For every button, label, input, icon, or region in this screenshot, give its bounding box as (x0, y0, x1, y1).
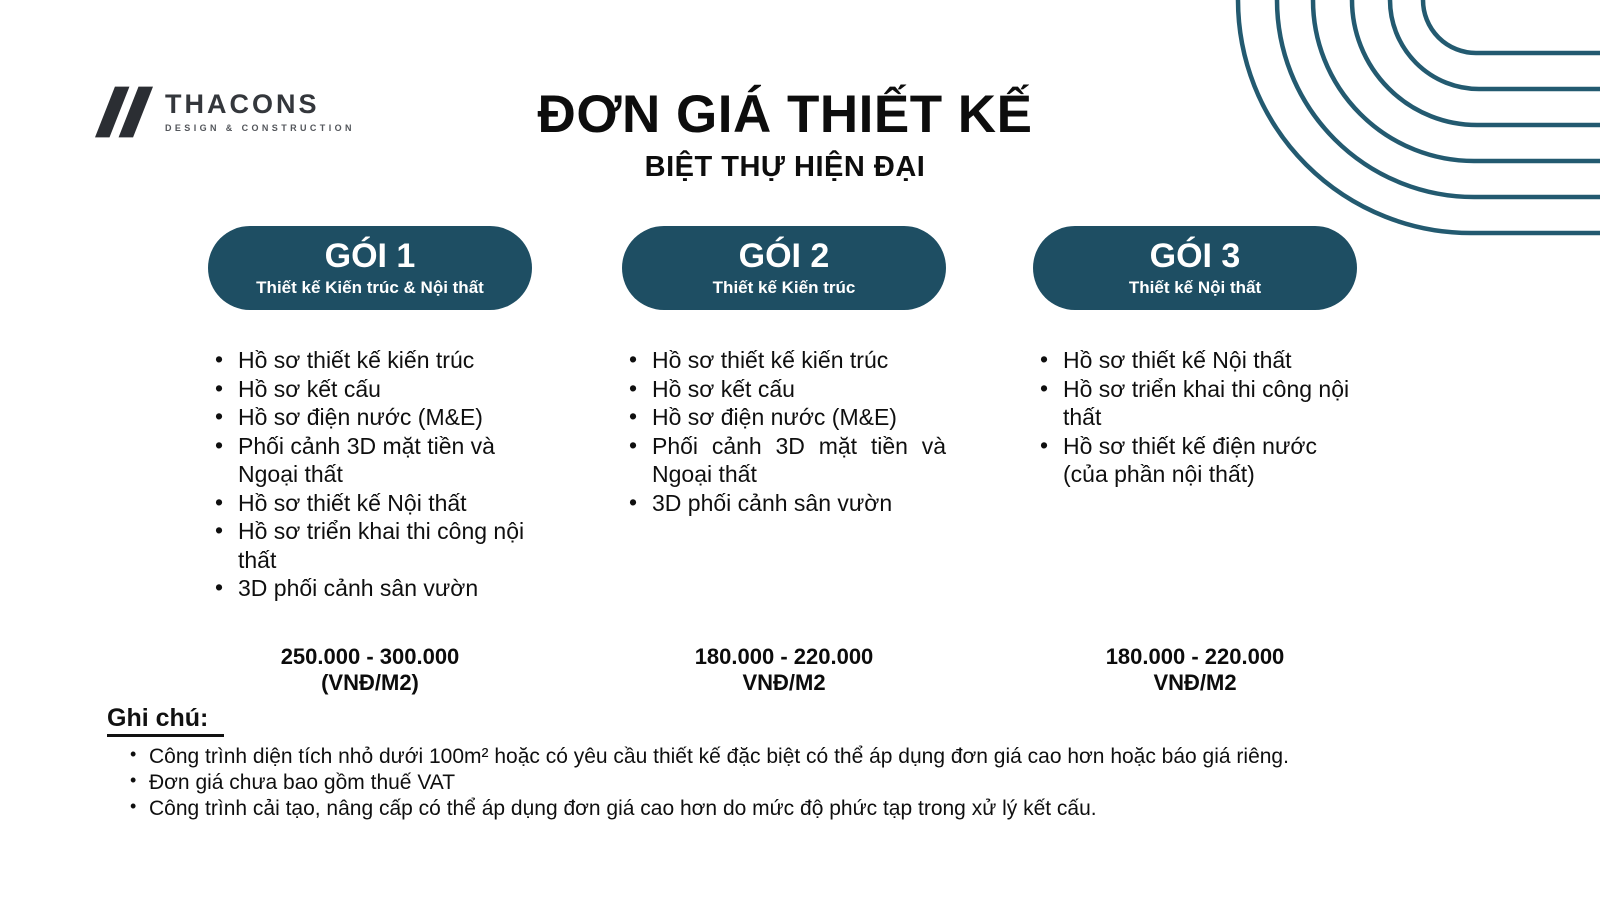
thacons-logo-icon (95, 85, 153, 139)
package-column-2 (622, 226, 946, 756)
package-1-scope: Thiết kế Kiến trúc & Nội thất (256, 277, 484, 297)
package-2-name: GÓI 2 (738, 237, 830, 276)
benefit-item: • Hồ sơ thiết kế kiến trúc (622, 346, 946, 375)
benefit-item: • Hồ sơ thiết kế điện nước (của phần nội thất) (1033, 432, 1357, 489)
page-subtitle: BIỆT THỰ HIỆN ĐẠI (644, 151, 926, 184)
package-3-benefits-list (1033, 346, 1357, 489)
price-range: 180.000 - 220.000 (694, 644, 874, 669)
package-3-header (1033, 226, 1357, 310)
notes-section (107, 704, 1507, 822)
benefit-item: • Hồ sơ thiết kế Nội thất (1033, 346, 1357, 375)
notes-label: Ghi chú: (107, 704, 224, 737)
note-item: • Đơn giá chưa bao gồm thuế VAT (130, 770, 1507, 796)
notes-list (130, 744, 1507, 822)
package-2-price (622, 644, 946, 696)
benefit-item: • Phối cảnh 3D mặt tiền và Ngoại thất (208, 432, 532, 489)
arc-line (1423, 0, 1600, 53)
arc-line (1277, 0, 1600, 197)
price-unit: VNĐ/M2 (1153, 669, 1237, 695)
price-range: 180.000 - 220.000 (1105, 644, 1285, 669)
package-1-header (208, 226, 532, 310)
benefit-item: • Hồ sơ thiết kế kiến trúc (208, 346, 532, 375)
benefit-item: • Hồ sơ triển khai thi công nội thất (208, 517, 532, 574)
arc-line (1352, 0, 1600, 125)
package-column-1 (208, 226, 532, 756)
package-2-benefits-list (622, 346, 946, 517)
package-column-3 (1033, 226, 1357, 756)
title-block (385, 86, 1185, 184)
benefit-item: • Phối cảnh 3D mặt tiền và Ngoại thất (622, 432, 946, 489)
package-1-price (208, 644, 532, 696)
company-logo (95, 85, 355, 139)
price-range: 250.000 - 300.000 (280, 644, 460, 669)
package-1-name: GÓI 1 (324, 237, 416, 276)
package-1-benefits-list (208, 346, 532, 603)
package-3-price (1033, 644, 1357, 696)
benefit-item: • Hồ sơ điện nước (M&E) (208, 403, 532, 432)
benefit-item: • Hồ sơ kết cấu (208, 375, 532, 404)
package-2-header (622, 226, 946, 310)
logo-text-block (165, 91, 355, 133)
package-3-name: GÓI 3 (1149, 237, 1241, 276)
benefit-item: • 3D phối cảnh sân vườn (208, 574, 532, 603)
package-2-scope: Thiết kế Kiến trúc (712, 277, 856, 297)
note-item: • Công trình diện tích nhỏ dưới 100m² hoặc có yêu cầu thiết kế đặc biệt có thể áp dụng đơn giá cao hơn hoặc báo giá riêng. (130, 744, 1507, 770)
price-unit: VNĐ/M2 (742, 669, 826, 695)
benefit-item: • Hồ sơ thiết kế Nội thất (208, 489, 532, 518)
benefit-item: • 3D phối cảnh sân vườn (622, 489, 946, 518)
logo-name: THACONS (165, 89, 320, 119)
logo-tagline: DESIGN & CONSTRUCTION (165, 123, 355, 133)
price-unit: (VNĐ/M2) (321, 669, 419, 695)
benefit-item: • Hồ sơ kết cấu (622, 375, 946, 404)
benefit-item: • Hồ sơ điện nước (M&E) (622, 403, 946, 432)
page-title: ĐƠN GIÁ THIẾT KẾ (537, 85, 1033, 144)
arc-line (1390, 0, 1600, 89)
package-3-scope: Thiết kế Nội thất (1128, 277, 1262, 297)
note-item: • Công trình cải tạo, nâng cấp có thể áp dụng đơn giá cao hơn do mức độ phức tạp trong xử lý kết cấu. (130, 796, 1507, 822)
corner-arcs-decoration (1180, 0, 1600, 250)
benefit-item: • Hồ sơ triển khai thi công nội thất (1033, 375, 1357, 432)
